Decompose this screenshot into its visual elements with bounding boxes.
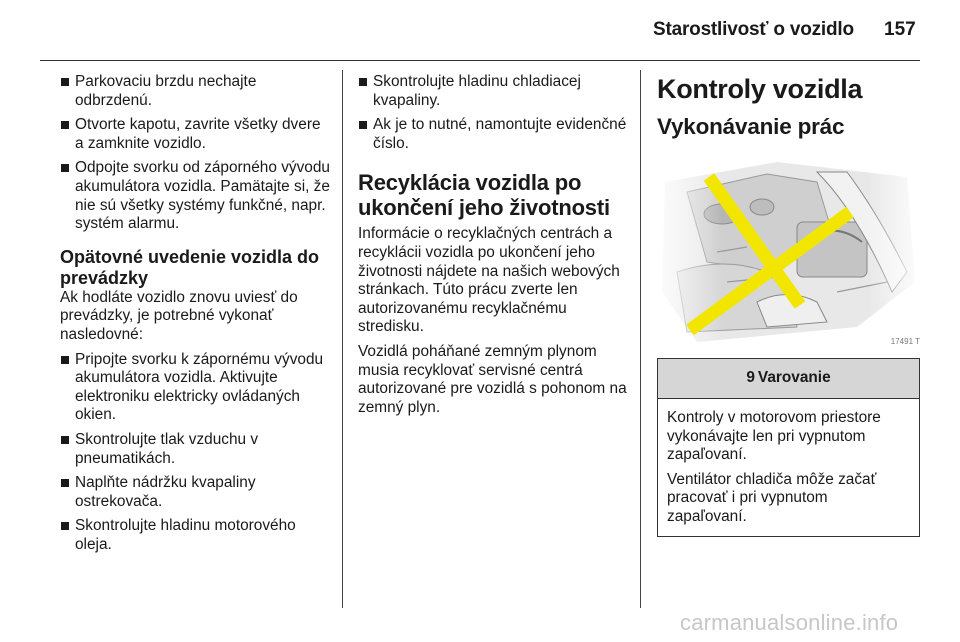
warning-paragraph: Ventilátor chladiča môže začať pracovať i pri vypnutom zapaľovaní.: [667, 470, 877, 525]
section-subheading: Opätovné uvedenie vozidla do prevádzky: [60, 246, 320, 288]
chapter-heading: Kontroly vozidla: [657, 74, 863, 104]
warning-box: [657, 358, 920, 537]
gas-vehicles-paragraph: Vozidlá poháňané zemným plynom musia recyklovať servisné centrá autorizované pre vozidlá s pohonom na zemný plyn.: [358, 342, 627, 416]
bullet-list: [358, 73, 630, 153]
warning-triangle-icon: 9: [746, 369, 755, 387]
chapter-subheading: Vykonávanie prác: [657, 114, 845, 139]
bullet-list-top: [60, 73, 330, 234]
list-item: Skontrolujte tlak vzduchu v pneumatikách.: [60, 431, 330, 468]
recycling-heading: Recyklácia vozidla po ukončení jeho životnosti: [358, 170, 610, 221]
list-item: Skontrolujte hladinu motorového oleja.: [60, 517, 330, 554]
list-item: Odpojte svorku od záporného vývodu akumulátora vozidla. Pamätajte si, že nie sú všetky systémy funkčné, napr. systém alarmu.: [60, 159, 330, 233]
column-3: [657, 73, 920, 537]
figure-code: 17491 T: [890, 337, 920, 347]
warning-title: Varovanie: [757, 369, 831, 387]
engine-bay-drawing: [657, 152, 920, 352]
list-item: Ak je to nutné, namontujte evidenčné číslo.: [358, 116, 630, 153]
list-item: Parkovaciu brzdu nechajte odbrzdenú.: [60, 73, 330, 110]
list-item: Naplňte nádržku kvapaliny ostrekovača.: [60, 474, 330, 511]
list-item: Otvorte kapotu, zavrite všetky dvere a zamknite vozidlo.: [60, 116, 330, 153]
engine-bay-illustration: [657, 152, 920, 352]
page-header: [0, 0, 960, 60]
page-number: 157: [884, 19, 916, 40]
watermark: carmanualsonline.info: [680, 610, 899, 635]
header-rule: [40, 60, 920, 61]
warning-paragraph: Kontroly v motorovom priestore vykonávajte len pri vypnutom zapaľovaní.: [667, 409, 881, 464]
list-item: Skontrolujte hladinu chladiacej kvapaliny.: [358, 73, 630, 110]
column-1: [60, 73, 330, 560]
intro-paragraph: Ak hodláte vozidlo znovu uviesť do prevádzky, je potrebné vykonať nasledovné:: [60, 288, 298, 343]
column-divider-2: [640, 70, 641, 608]
warning-body: [658, 399, 919, 536]
recycling-paragraph: Informácie o recyklačných centrách a recyklácii vozidla po ukončení jeho životnosti nájdete na našich webových stránkach. Túto prácu zverte len autorizovanému recyklačnému stredisku.: [358, 225, 620, 336]
header-title: Starostlivosť o vozidlo: [653, 19, 854, 40]
list-item: Pripojte svorku k zápornému vývodu akumulátora vozidla. Aktivujte elektroniku elektricky ovládaných okien.: [60, 351, 330, 425]
warning-header: [658, 359, 919, 399]
column-divider-1: [342, 70, 343, 608]
bullet-list-bottom: [60, 351, 330, 555]
column-2: [358, 73, 630, 423]
